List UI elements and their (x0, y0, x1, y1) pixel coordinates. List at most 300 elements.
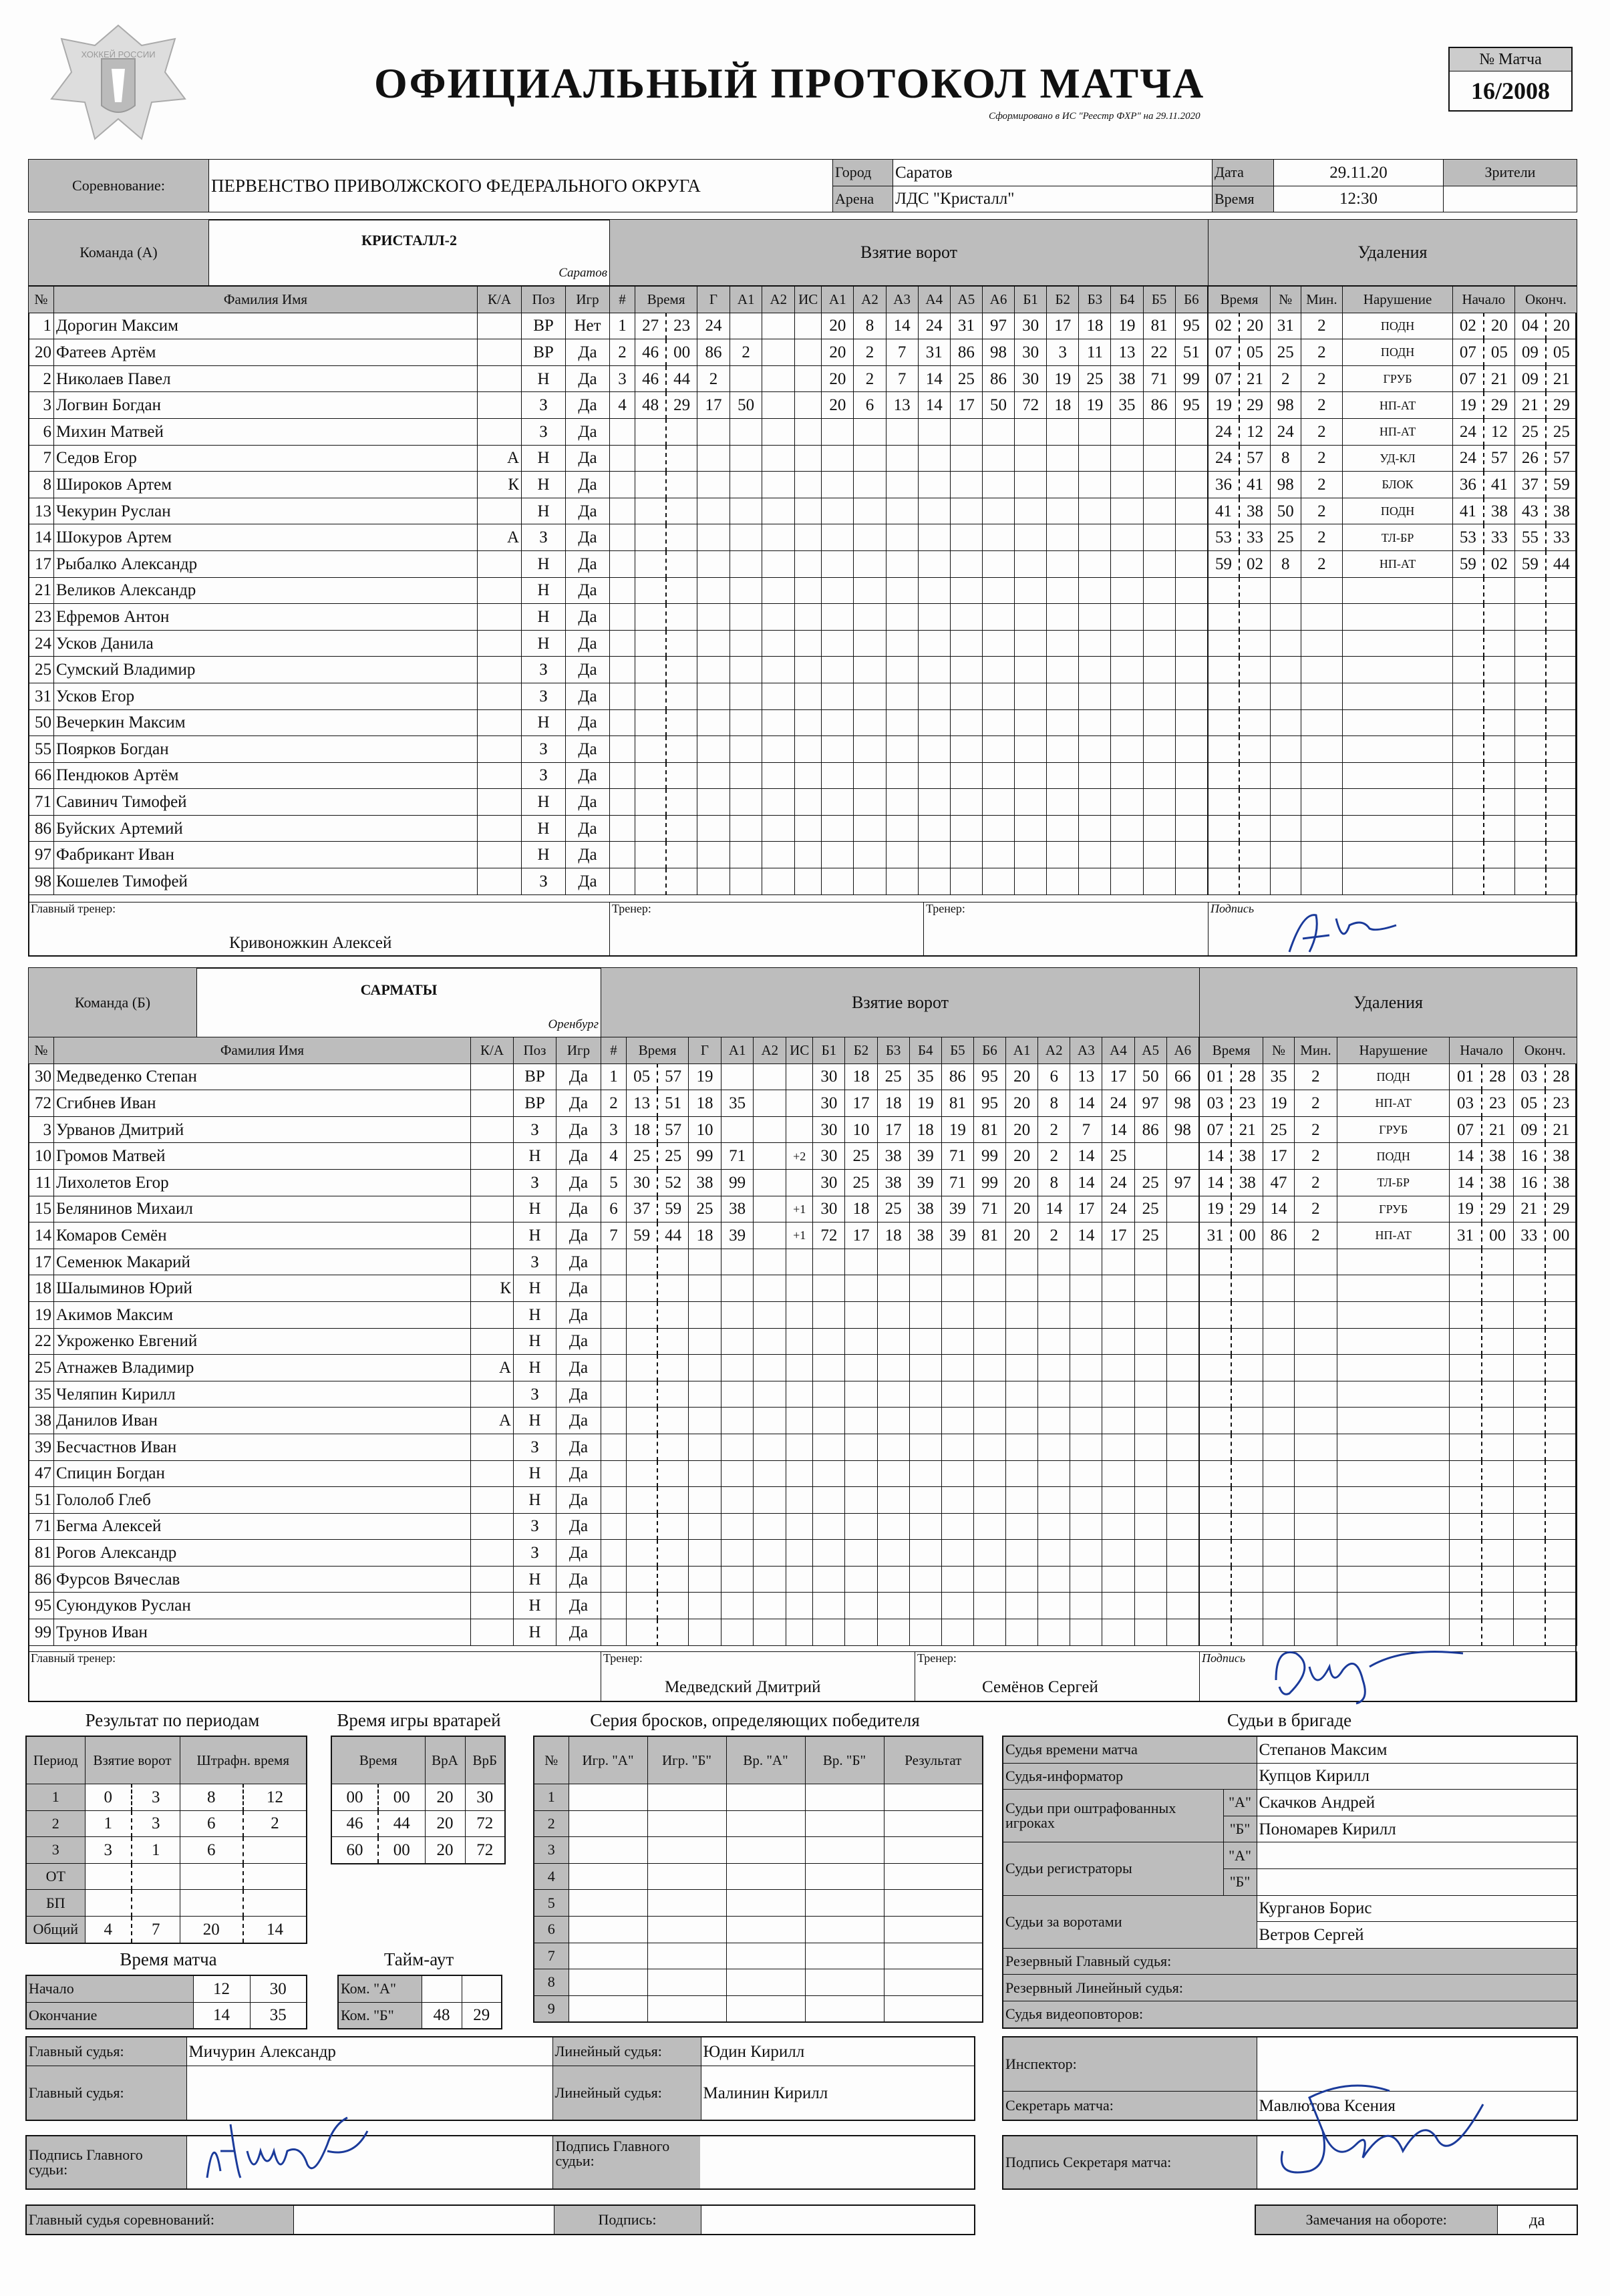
goal-min: 27 (635, 313, 667, 339)
goal-a2 (762, 365, 795, 392)
goal-on-ice (1166, 1196, 1198, 1222)
goal-a1: 71 (721, 1143, 754, 1170)
goal-on-ice: 81 (973, 1222, 1005, 1249)
goal-scorer: 2 (697, 365, 730, 392)
pen-player: 24 (1271, 418, 1301, 445)
player-position: Н (514, 1408, 556, 1434)
player-position: Н (522, 709, 566, 736)
player-number: 7 (29, 445, 54, 472)
goal-on-ice: 25 (1134, 1169, 1166, 1196)
pen-minutes: 2 (1301, 445, 1343, 472)
player-played: Да (556, 1355, 601, 1381)
goal-on-ice: 81 (973, 1116, 1005, 1143)
pen-start-m: 07 (1450, 1116, 1482, 1143)
timeout-a-m (422, 1975, 462, 2002)
goal-number: 2 (610, 339, 635, 366)
goal-scorer: 38 (689, 1169, 721, 1196)
goal-on-ice: 18 (1047, 392, 1079, 419)
ref-reg-a-tag: "А" (1223, 1842, 1257, 1869)
goal-on-ice: 30 (813, 1116, 845, 1143)
player-row (29, 1619, 601, 1646)
pen-sec: 38 (1231, 1143, 1263, 1170)
shootout-title: Серия бросков, определяющих победителя (590, 1710, 920, 1730)
federation-logo (41, 19, 195, 152)
penalty-row (1209, 339, 1577, 366)
shootout-row (534, 1810, 983, 1837)
pen-start-m: 14 (1450, 1169, 1482, 1196)
line-ref-2: Малинин Кирилл (701, 2066, 975, 2121)
period-goals-b (132, 1890, 180, 1917)
timeout-a-label: Ком. "А" (338, 1975, 422, 2002)
penalty-row (1209, 577, 1577, 604)
goal-on-ice: 13 (1111, 339, 1143, 366)
ref-penalty-b-tag: "Б" (1223, 1816, 1257, 1842)
player-row (29, 339, 610, 366)
shootout-row (534, 1837, 983, 1864)
penalty-row (1200, 1381, 1577, 1408)
pen-infraction: ТЛ-БР (1343, 524, 1453, 551)
pen-player: 31 (1271, 313, 1301, 339)
player-name: Буйских Артемий (54, 815, 478, 842)
roster-h-name: Фамилия Имя (54, 287, 478, 313)
pen-end-s: 23 (1545, 1090, 1577, 1117)
player-row (29, 736, 610, 763)
player-name: Усков Егор (54, 683, 478, 709)
pen-h-no: № (1263, 1037, 1295, 1064)
goal-on-ice (1166, 1143, 1198, 1170)
pen-infraction: ПОДН (1337, 1063, 1450, 1090)
pen-start-s: 00 (1482, 1222, 1514, 1249)
goal-is: +1 (786, 1222, 813, 1249)
player-row (29, 1222, 601, 1249)
referees-title: Судьи в бригаде (1227, 1710, 1352, 1730)
goal-on-ice: 71 (941, 1143, 973, 1170)
player-position: Н (514, 1566, 556, 1593)
player-played: Да (566, 868, 610, 895)
player-position: Н (514, 1222, 556, 1249)
goal-row (610, 657, 1208, 683)
period-name: БП (26, 1890, 85, 1917)
pen-end-s: 29 (1545, 1196, 1577, 1222)
pen-min: 14 (1200, 1169, 1232, 1196)
ref-video-label: Судья видеоповторов: (1003, 2001, 1577, 2027)
remarks-value: да (1497, 2205, 1577, 2235)
pen-start-s: 57 (1484, 445, 1515, 472)
pen-start-m: 31 (1450, 1222, 1482, 1249)
penalty-row (1200, 1434, 1577, 1460)
player-played: Да (566, 657, 610, 683)
team-b-coach-label: Тренер: (603, 1651, 643, 1665)
pen-infraction: НП-АТ (1337, 1222, 1450, 1249)
pen-end-m: 25 (1514, 418, 1546, 445)
period-name: 3 (26, 1837, 85, 1864)
pen-min: 07 (1209, 365, 1240, 392)
goal-h-g: Г (689, 1037, 721, 1064)
team-b-coach-label-2: Тренер: (917, 1651, 957, 1665)
pen-h-no: № (1271, 287, 1301, 313)
pen-end-s: 59 (1546, 472, 1577, 498)
ref-informer-label: Судья-информатор (1003, 1763, 1257, 1790)
player-number: 24 (29, 630, 54, 657)
pen-min: 41 (1209, 498, 1240, 524)
goal-on-ice: 18 (1079, 313, 1111, 339)
goal-on-ice: 95 (973, 1063, 1005, 1090)
goal-on-ice: 17 (950, 392, 982, 419)
roster-h-name: Фамилия Имя (54, 1037, 471, 1064)
player-played: Да (566, 604, 610, 631)
penalty-row (1200, 1196, 1577, 1222)
player-position: Н (514, 1275, 556, 1302)
match-end-s: 35 (250, 2002, 307, 2029)
player-position: Н (514, 1460, 556, 1487)
team-a-roster (28, 286, 610, 895)
pen-player: 25 (1271, 339, 1301, 366)
player-ka (478, 418, 522, 445)
penalty-row (1200, 1169, 1577, 1196)
time-label: Время (1213, 186, 1274, 212)
penalty-row (1209, 445, 1577, 472)
player-played: Да (556, 1540, 601, 1567)
shootout-row (534, 1969, 983, 1996)
player-name: Урванов Дмитрий (54, 1116, 471, 1143)
goal-on-ice: 19 (1047, 365, 1079, 392)
player-row (29, 1063, 601, 1090)
goal-scorer: 19 (689, 1063, 721, 1090)
goal-on-ice: 17 (845, 1090, 877, 1117)
pen-end-m: 05 (1513, 1090, 1545, 1117)
goal-on-ice: 14 (1070, 1169, 1102, 1196)
player-position: З (522, 418, 566, 445)
pen-sec: 21 (1231, 1116, 1263, 1143)
goal-on-ice: 18 (845, 1196, 877, 1222)
ref-goal-2: Ветров Сергей (1257, 1922, 1577, 1949)
shootout-row (534, 1916, 983, 1943)
player-number: 51 (29, 1487, 54, 1514)
goal-row (610, 445, 1208, 472)
pen-infraction: НП-АТ (1337, 1090, 1450, 1117)
pen-start-m: 24 (1452, 445, 1484, 472)
player-row (29, 1487, 601, 1514)
penalty-row (1209, 365, 1577, 392)
pen-min: 59 (1209, 550, 1240, 577)
goal-on-ice: 97 (982, 313, 1014, 339)
shootout-row (534, 1943, 983, 1969)
goal-row (610, 365, 1208, 392)
pen-player: 8 (1271, 550, 1301, 577)
goal-scorer: 18 (689, 1222, 721, 1249)
goal-h-on_a-0: А1 (822, 287, 854, 313)
chief-ref-label: Главный судья соревнований: (26, 2205, 293, 2235)
goal-on-ice: 20 (1006, 1169, 1038, 1196)
goal-is (795, 392, 822, 419)
player-position: ВР (522, 313, 566, 339)
period-pim-b (243, 1863, 307, 1890)
goal-h-on_b-1: Б2 (845, 1037, 877, 1064)
shootout-row (534, 1863, 983, 1890)
period-pim-b: 14 (243, 1916, 307, 1943)
player-row (29, 1169, 601, 1196)
pen-minutes: 2 (1294, 1090, 1337, 1117)
goalie-s: 00 (378, 1784, 425, 1811)
roster-h-ka: К/А (478, 287, 522, 313)
shootout-row (534, 1995, 983, 2022)
goal-a1: 39 (721, 1222, 754, 1249)
goalie-row (331, 1810, 505, 1837)
period-pim-b: 12 (243, 1784, 307, 1811)
goal-on-ice: 25 (845, 1143, 877, 1170)
pen-player: 25 (1271, 524, 1301, 551)
pen-end-m: 16 (1513, 1143, 1545, 1170)
goal-on-ice: 30 (813, 1169, 845, 1196)
goal-number: 2 (601, 1090, 627, 1117)
player-row (29, 1408, 601, 1434)
goal-h-on_a-0: А1 (1006, 1037, 1038, 1064)
player-ka (478, 842, 522, 868)
pen-minutes: 2 (1301, 313, 1343, 339)
goal-on-ice: 2 (1038, 1143, 1070, 1170)
player-number: 25 (29, 657, 54, 683)
goal-h-on_b-5: Б6 (1175, 287, 1207, 313)
remarks-table (1255, 2204, 1578, 2235)
goal-on-ice: 24 (1102, 1090, 1134, 1117)
player-position: Н (522, 365, 566, 392)
pen-start-s: 38 (1484, 498, 1515, 524)
penalty-row (1200, 1460, 1577, 1487)
player-played: Нет (566, 313, 610, 339)
pen-end-s: 21 (1545, 1116, 1577, 1143)
goal-row (601, 1355, 1199, 1381)
pen-minutes: 2 (1294, 1169, 1337, 1196)
pen-end-s: 21 (1546, 365, 1577, 392)
pen-h-time: Время (1200, 1037, 1263, 1064)
periods-table (25, 1736, 307, 1944)
player-position: Н (514, 1487, 556, 1514)
goal-sec: 57 (657, 1063, 689, 1090)
player-ka (471, 1540, 514, 1567)
player-ka (478, 709, 522, 736)
team-b-coach-1: Медведский Дмитрий (665, 1678, 821, 1696)
goal-row (610, 868, 1208, 895)
player-ka (471, 1301, 514, 1328)
player-number: 18 (29, 1275, 54, 1302)
player-played: Да (556, 1460, 601, 1487)
pen-sec: 12 (1239, 418, 1271, 445)
pen-start-m: 01 (1450, 1063, 1482, 1090)
goal-row (610, 392, 1208, 419)
goal-on-ice: 39 (941, 1222, 973, 1249)
player-row (29, 630, 610, 657)
shootout-h-no: № (534, 1736, 569, 1784)
match-number-box (1448, 47, 1573, 112)
goal-on-ice: 17 (1102, 1063, 1134, 1090)
timeout-b-s: 29 (462, 2002, 502, 2029)
goal-row (601, 1275, 1199, 1302)
player-played: Да (556, 1593, 601, 1619)
player-ka (478, 657, 522, 683)
pen-end-m: 55 (1514, 524, 1546, 551)
goal-on-ice: 99 (973, 1143, 1005, 1170)
goal-on-ice: 30 (813, 1143, 845, 1170)
player-ka (478, 365, 522, 392)
player-position: Н (514, 1196, 556, 1222)
goal-scorer: 10 (689, 1116, 721, 1143)
player-played: Да (556, 1381, 601, 1408)
shootout-no: 2 (534, 1810, 569, 1837)
player-played: Да (566, 842, 610, 868)
pen-start-m: 24 (1452, 418, 1484, 445)
goal-on-ice: 24 (1102, 1169, 1134, 1196)
goal-on-ice: 30 (813, 1063, 845, 1090)
page-title: ОФИЦИАЛЬНЫЙ ПРОТОКОЛ МАТЧА (374, 59, 1205, 107)
player-number: 6 (29, 418, 54, 445)
player-played: Да (556, 1169, 601, 1196)
penalty-row (1209, 472, 1577, 498)
period-goals-b: 3 (132, 1810, 180, 1837)
goalie-m: 46 (331, 1810, 378, 1837)
player-position: З (522, 657, 566, 683)
player-played: Да (556, 1196, 601, 1222)
goal-on-ice: 71 (1143, 365, 1175, 392)
penalty-row (1200, 1249, 1577, 1275)
period-row (26, 1916, 307, 1943)
generated-note: Сформировано в ИС "Реестр ФХР" на 29.11.2020 (989, 111, 1200, 122)
penalty-row (1200, 1116, 1577, 1143)
player-name: Бесчастнов Иван (54, 1434, 471, 1460)
player-name: Ефремов Антон (54, 604, 478, 631)
player-name: Пендюков Артём (54, 762, 478, 789)
goal-on-ice: 8 (1038, 1090, 1070, 1117)
goal-h-g: Г (697, 287, 730, 313)
goalie-m: 00 (331, 1784, 378, 1811)
ref-reserve-main-label: Резервный Главный судья: (1003, 1948, 1577, 1975)
player-played: Да (566, 498, 610, 524)
chief-sign-label: Подпись: (554, 2205, 701, 2235)
pen-start-s: 05 (1484, 339, 1515, 366)
player-row (29, 1116, 601, 1143)
pen-end-m: 37 (1514, 472, 1546, 498)
goal-on-ice: 38 (877, 1169, 909, 1196)
player-name: Поярков Богдан (54, 736, 478, 763)
pen-minutes: 2 (1301, 418, 1343, 445)
goal-h-on_a-1: А2 (854, 287, 886, 313)
goal-is (795, 365, 822, 392)
pen-player: 17 (1263, 1143, 1295, 1170)
player-number: 19 (29, 1301, 54, 1328)
pen-end-m: 59 (1514, 550, 1546, 577)
player-number: 39 (29, 1434, 54, 1460)
goal-h-on_a-1: А2 (1038, 1037, 1070, 1064)
pen-start-s: 38 (1482, 1143, 1514, 1170)
penalty-row (1200, 1408, 1577, 1434)
periods-title: Результат по периодам (85, 1710, 260, 1730)
player-number: 11 (29, 1169, 54, 1196)
period-pim-a: 6 (180, 1837, 243, 1864)
shootout-h-res: Результат (884, 1736, 983, 1784)
goal-on-ice: 99 (973, 1169, 1005, 1196)
ref-reg-a (1257, 1842, 1577, 1869)
goal-row (601, 1169, 1199, 1196)
pen-start-s: 21 (1482, 1116, 1514, 1143)
goal-h-a2: А2 (762, 287, 795, 313)
period-name: 2 (26, 1810, 85, 1837)
player-number: 35 (29, 1381, 54, 1408)
ref-timekeeper-label: Судья времени матча (1003, 1736, 1257, 1763)
goal-on-ice: 25 (950, 365, 982, 392)
pen-minutes: 2 (1301, 550, 1343, 577)
player-number: 14 (29, 524, 54, 551)
player-number: 50 (29, 709, 54, 736)
player-position: Н (514, 1619, 556, 1646)
goal-a1: 35 (721, 1090, 754, 1117)
shootout-no: 4 (534, 1863, 569, 1890)
penalty-row (1209, 524, 1577, 551)
pen-start-s: 21 (1484, 365, 1515, 392)
pen-start-s: 28 (1482, 1063, 1514, 1090)
secretary-value: Мавлютова Ксения (1257, 2092, 1577, 2121)
goal-on-ice: 86 (941, 1063, 973, 1090)
goal-on-ice: 31 (918, 339, 950, 366)
goal-on-ice: 20 (822, 365, 854, 392)
player-row (29, 815, 610, 842)
player-ka (471, 1593, 514, 1619)
goal-on-ice: 3 (1047, 339, 1079, 366)
goal-sec: 25 (657, 1143, 689, 1170)
goal-is (795, 313, 822, 339)
chief-sign-value (701, 2205, 975, 2235)
competition-name: ПЕРВЕНСТВО ПРИВОЛЖСКОГО ФЕДЕРАЛЬНОГО ОКРУГА (209, 160, 833, 212)
player-name: Николаев Павел (54, 365, 478, 392)
goal-on-ice: 25 (845, 1169, 877, 1196)
goal-on-ice: 39 (909, 1143, 941, 1170)
goal-a1 (730, 365, 762, 392)
penalty-row (1200, 1566, 1577, 1593)
goal-a1: 38 (721, 1196, 754, 1222)
penalty-row (1200, 1301, 1577, 1328)
goal-on-ice: 99 (1175, 365, 1207, 392)
player-name: Комаров Семён (54, 1222, 471, 1249)
period-row (26, 1890, 307, 1917)
goal-on-ice: 25 (1102, 1143, 1134, 1170)
player-ka (471, 1513, 514, 1540)
goal-a2 (762, 313, 795, 339)
goal-on-ice: 39 (941, 1196, 973, 1222)
team-b-penalties-table (1199, 1037, 1577, 1646)
goal-on-ice: 20 (822, 392, 854, 419)
pen-h-start: Начало (1450, 1037, 1513, 1064)
player-position: З (514, 1434, 556, 1460)
pen-end-m: 09 (1513, 1116, 1545, 1143)
player-row (29, 1513, 601, 1540)
inspector-label: Инспектор: (1003, 2037, 1257, 2092)
goal-a2 (754, 1169, 786, 1196)
pen-h-min: Мин. (1301, 287, 1343, 313)
pen-start-m: 07 (1452, 339, 1484, 366)
goal-on-ice: 25 (1079, 365, 1111, 392)
player-ka (478, 550, 522, 577)
player-number: 86 (29, 815, 54, 842)
roster-h-no: № (29, 287, 54, 313)
player-row (29, 550, 610, 577)
shootout-no: 8 (534, 1969, 569, 1996)
goal-on-ice: 30 (1015, 313, 1047, 339)
pen-player: 98 (1271, 472, 1301, 498)
player-ka (478, 498, 522, 524)
player-position: Н (514, 1143, 556, 1170)
goal-on-ice: 20 (822, 339, 854, 366)
goal-on-ice: 14 (1070, 1090, 1102, 1117)
team-a-head-coach-label: Главный тренер: (31, 902, 116, 915)
player-number: 13 (29, 498, 54, 524)
